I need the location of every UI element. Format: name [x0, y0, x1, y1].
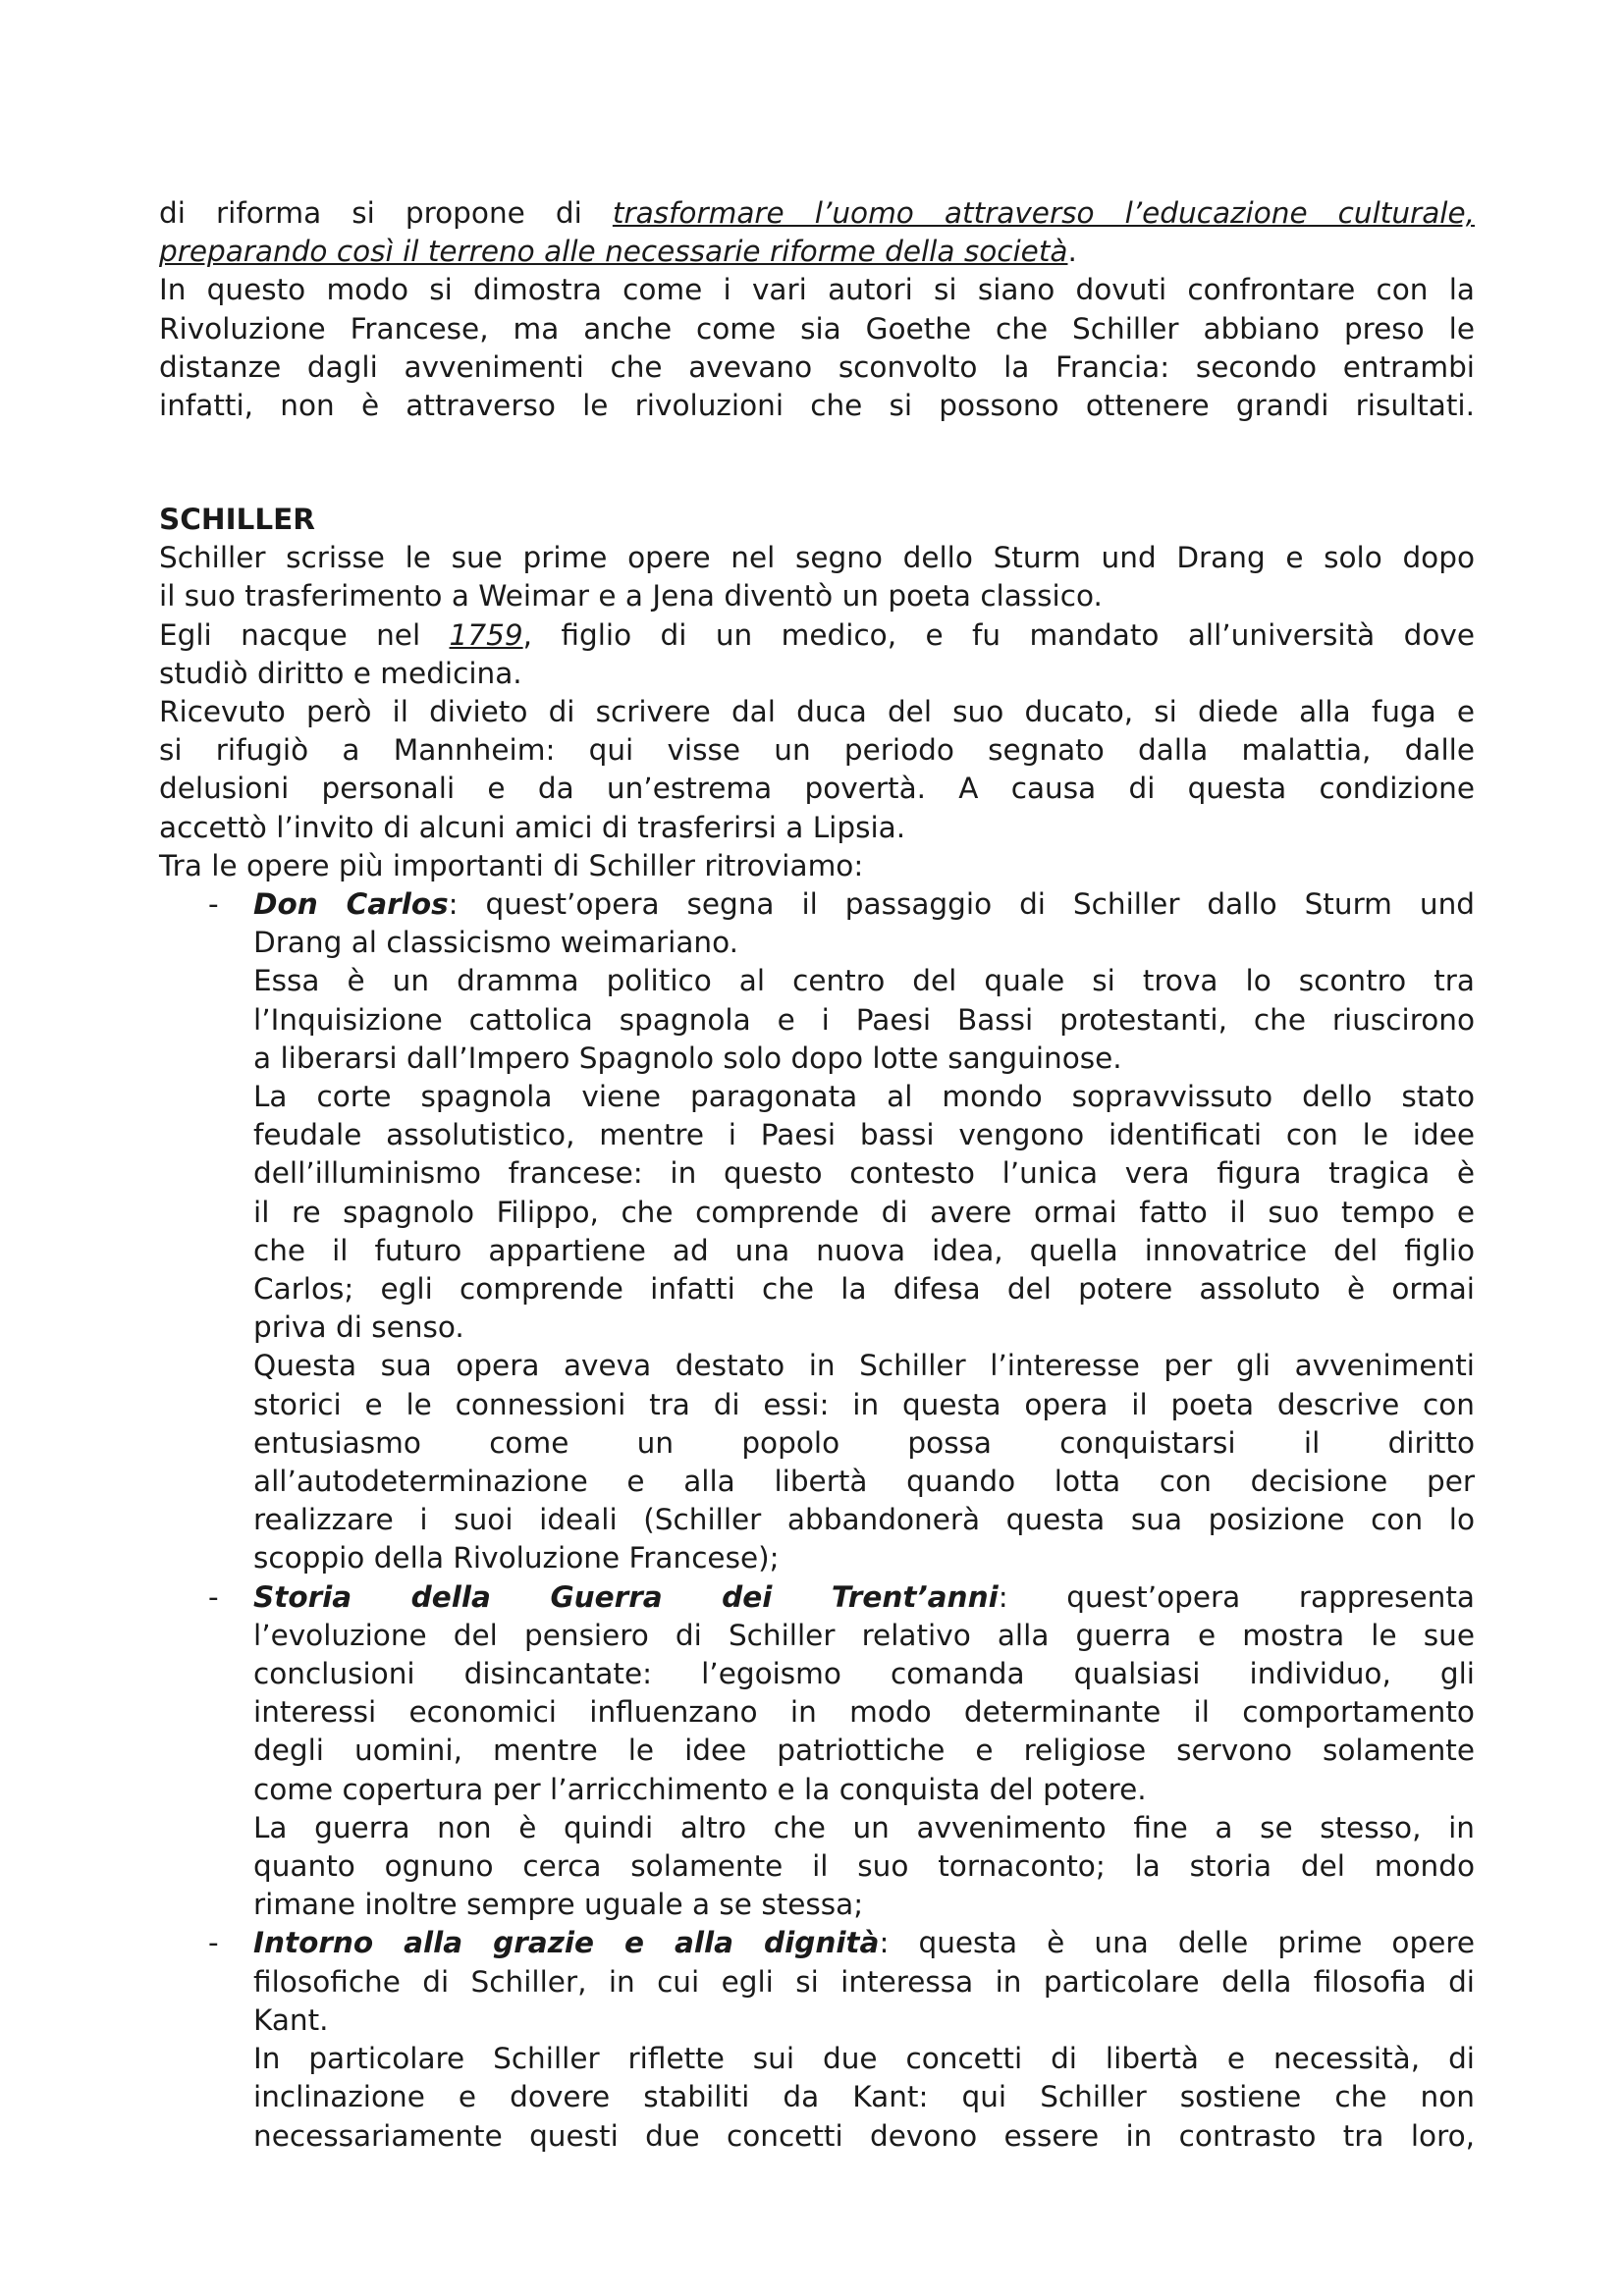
text-run: Egli nacque nel — [159, 617, 450, 652]
text-line: feudale assolutistico, mentre i Paesi bassi vengono identificati con le idee — [253, 1118, 1475, 1152]
text-line: storici e le connessioni tra di essi: in questa opera il poeta descrive con — [253, 1387, 1475, 1421]
text-line: Kant. — [253, 2002, 329, 2037]
text-line: il re spagnolo Filippo, che comprende di avere ormai fatto il suo tempo e — [253, 1195, 1475, 1229]
text-line: interessi economici influenzano in modo determinante il comportamento — [253, 1695, 1475, 1730]
text-line: Drang al classicismo weimariano. — [253, 926, 739, 960]
text-line: Tra le opere più importanti di Schiller ritroviamo: — [159, 848, 864, 882]
schiller-section — [159, 501, 1475, 885]
text-line — [159, 616, 1475, 655]
text-line: quanto ognuno cerca solamente il suo tornaconto; la storia del mondo — [253, 1849, 1475, 1884]
text-line: filosofiche di Schiller, in cui egli si interessa in particolare della filosofia di — [253, 1964, 1475, 1999]
text-line: infatti, non è attraverso le rivoluzioni che si possono ottenere grandi risultati. — [159, 389, 1475, 423]
text-line — [253, 1578, 1475, 1617]
list-dash: - — [208, 887, 219, 921]
text-line: distanze dagli avvenimenti che avevano sconvolto la Francia: secondo entrambi — [159, 349, 1475, 384]
section-heading: SCHILLER — [159, 503, 316, 536]
text-line: realizzare i suoi ideali (Schiller abbandonerà questa sua posizione con lo — [253, 1503, 1475, 1537]
text-line — [253, 885, 1475, 924]
text-line: Carlos; egli comprende infatti che la difesa del potere assoluto è ormai — [253, 1272, 1475, 1307]
text-line: delusioni personali e da un’estrema povertà. A causa di questa condizione — [159, 772, 1475, 806]
text-line: inclinazione e dovere stabiliti da Kant: qui Schiller sostiene che non — [253, 2080, 1475, 2114]
intro-paragraph — [159, 194, 1475, 425]
text-line: si rifugiò a Mannheim: qui visse un periodo segnato dalla malattia, dalle — [159, 733, 1475, 768]
text-line: scoppio della Rivoluzione Francese); — [253, 1541, 780, 1575]
text-line: Questa sua opera aveva destato in Schiller l’interesse per gli avvenimenti — [253, 1349, 1475, 1383]
text-line: il suo trasferimento a Weimar e a Jena diventò un poeta classico. — [159, 579, 1103, 614]
text-run: : quest’opera rappresenta — [998, 1579, 1476, 1614]
text-line: Ricevuto però il divieto di scrivere dal duca del suo ducato, si diede alla fuga e — [159, 695, 1475, 729]
text-line: accettò l’invito di alcuni amici di trasferirsi a Lipsia. — [159, 810, 906, 844]
text-line: necessariamente questi due concetti devono essere in contrasto tra loro, — [253, 2118, 1475, 2153]
list-item — [159, 1578, 1475, 1925]
list-item — [159, 1924, 1475, 2155]
text-line: l’Inquisizione cattolica spagnola e i Paesi Bassi protestanti, che riuscirono — [253, 1002, 1475, 1037]
text-line: l’evoluzione del pensiero di Schiller relativo alla guerra e mostra le sue — [253, 1618, 1475, 1652]
text-line: Rivoluzione Francese, ma anche come sia Goethe che Schiller abbiano preso le — [159, 311, 1475, 346]
text-line: come copertura per l’arricchimento e la conquista del potere. — [253, 1772, 1147, 1806]
text-line: all’autodeterminazione e alla libertà quando lotta con decisione per — [253, 1465, 1475, 1499]
text-run: , figlio di un medico, e fu mandato all’università dove — [522, 617, 1475, 652]
works-list — [159, 885, 1475, 2156]
text-line: Essa è un dramma politico al centro del quale si trova lo scontro tra — [253, 964, 1475, 998]
text-line: a liberarsi dall’Impero Spagnolo solo dopo lotte sanguinose. — [253, 1041, 1122, 1075]
text-line: In questo modo si dimostra come i vari autori si siano dovuti confrontare con la — [159, 273, 1475, 307]
text-line: rimane inoltre sempre uguale a se stessa; — [253, 1888, 864, 1922]
text-line: Schiller scrisse le sue prime opere nel segno dello Sturm und Drang e solo dopo — [159, 541, 1475, 575]
work-title: Intorno alla grazie e alla dignità — [253, 1926, 880, 1960]
emphasis-text: trasformare l’uomo attraverso l’educazione culturale, — [612, 196, 1475, 230]
text-line: conclusioni disincantate: l’egoismo comanda qualsiasi individuo, gli — [253, 1657, 1475, 1691]
text-run: . — [1067, 235, 1077, 269]
text-line: priva di senso. — [253, 1310, 464, 1345]
text-line: degli uomini, mentre le idee patriottiche e religiose servono solamente — [253, 1734, 1475, 1768]
text-line: In particolare Schiller riflette sui due concetti di libertà e necessità, di — [253, 2042, 1475, 2076]
birth-year: 1759 — [449, 617, 523, 652]
text-line: entusiasmo come un popolo possa conquistarsi il diritto — [253, 1425, 1475, 1460]
text-line — [253, 1924, 1475, 1962]
text-line: studiò diritto e medicina. — [159, 656, 522, 690]
text-line: La guerra non è quindi altro che un avvenimento fine a se stesso, in — [253, 1810, 1475, 1844]
list-dash: - — [208, 1926, 219, 1960]
text-run: di riforma si propone di — [159, 196, 613, 230]
work-title: Don Carlos — [253, 887, 449, 921]
work-title: Storia della Guerra dei Trent’anni — [253, 1579, 999, 1614]
text-run: : questa è una delle prime opere — [879, 1926, 1475, 1960]
text-line — [159, 233, 1475, 271]
text-line: La corte spagnola viene paragonata al mondo sopravvissuto dello stato — [253, 1080, 1475, 1114]
text-line — [159, 194, 1475, 233]
text-line: dell’illuminismo francese: in questo contesto l’unica vera figura tragica è — [253, 1156, 1475, 1191]
text-run: : quest’opera segna il passaggio di Schiller dallo Sturm und — [448, 887, 1475, 921]
emphasis-text: preparando così il terreno alle necessarie riforme della società — [159, 235, 1068, 269]
list-dash: - — [208, 1579, 219, 1614]
text-line: che il futuro appartiene ad una nuova idea, quella innovatrice del figlio — [253, 1233, 1475, 1267]
list-item — [159, 885, 1475, 1578]
